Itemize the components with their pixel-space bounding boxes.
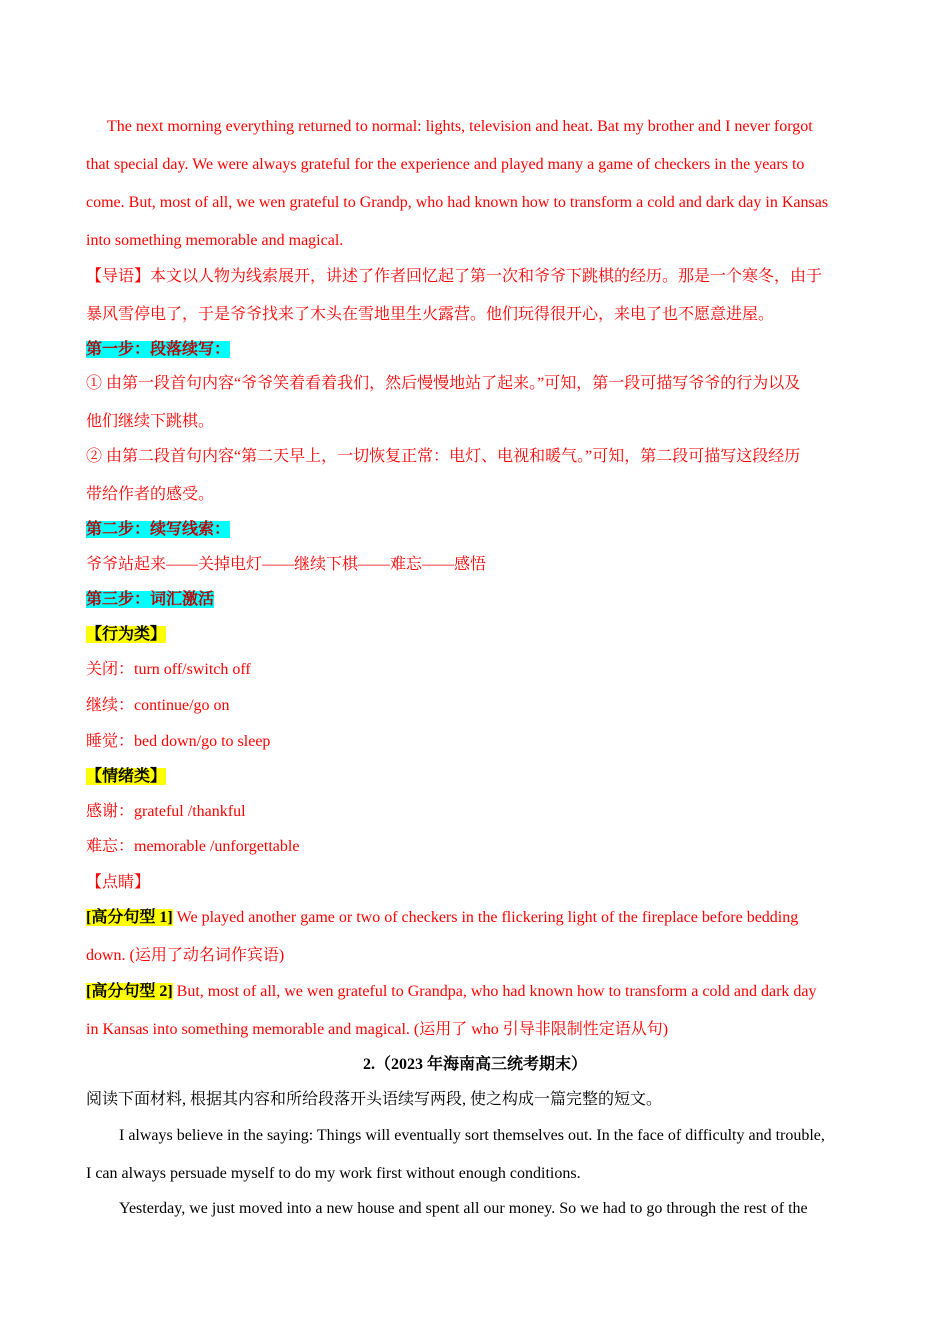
sentence2-tag: [高分句型 2] [86,983,173,1000]
step2-clue: 爷爷站起来——关掉电灯——继续下棋——难忘——感悟 [86,556,487,573]
step3-heading-row [86,589,864,611]
emotion-category-tag: 【情绪类】 [86,768,167,785]
vocab-item: 继续：continue/go on [86,697,230,714]
step1-point1-line1: ① 由第一段首句内容“爷爷笑着看着我们，然后慢慢地站了起来。”可知，第一段可描写爷爷的行为以及 [86,375,801,392]
emotion-tag-row [86,766,864,788]
step2-heading: 第二步：续写线索： [86,521,231,538]
question-title: 2.（2023 年海南高三统考期末） [362,1056,587,1073]
sentence2-text: But, most of all, we wen grateful to Grandpa, who had known how to transform a cold and dark day [172,983,817,1000]
step1-point1-line2: 他们继续下跳棋。 [86,413,215,430]
story-line-1: The next morning everything returned to normal: lights, television and heat. Bat my brother and I never forgot [107,118,813,135]
vocab-item: 关闭：turn off/switch off [86,661,251,678]
story-line-2: that special day. We were always grateful for the experience and played many a game of checkers in the years to [86,156,805,173]
guide-line-2: 暴风雪停电了，于是爷爷找来了木头在雪地里生火露营。他们玩得很开心，来电了也不愿意进屋。 [86,306,775,323]
step1-point2-line1: ② 由第二段首句内容“第二天早上，一切恢复正常：电灯、电视和暖气。”可知，第二段可描写这段经历 [86,448,801,465]
sentence1-line1 [86,907,864,929]
step2-heading-row [86,519,864,541]
step1-point2-line2: 带给作者的感受。 [86,486,215,503]
action-category-tag: 【行为类】 [86,626,167,643]
guide-line-1: 【导语】本文以人物为线索展开，讲述了作者回忆起了第一次和爷爷下跳棋的经历。那是一个寒冬，由于 [86,268,823,285]
sentence2-line2: in Kansas into something memorable and magical. (运用了 who 引导非限制性定语从句) [86,1021,669,1038]
step3-heading: 第三步：词汇激活 [86,591,215,608]
sentence1-tag: [高分句型 1] [86,909,173,926]
vocab-item: 感谢：grateful /thankful [86,803,246,820]
action-tag-row [86,624,864,646]
material-p2-line1: Yesterday, we just moved into a new house and spent all our money. So we had to go through the rest of the [119,1200,808,1217]
step1-heading: 第一步：段落续写： [86,341,231,358]
vocab-item: 难忘：memorable /unforgettable [86,838,300,855]
sentence1-text: We played another game or two of checkers in the flickering light of the fireplace before bedding [172,909,799,926]
material-p1-line2: I can always persuade myself to do my work first without enough conditions. [86,1165,581,1182]
story-line-3: come. But, most of all, we wen grateful to Grandp, who had known how to transform a cold and dark day in Kansas [86,194,829,211]
highlight-heading: 【点睛】 [86,874,151,891]
sentence1-line2: down. (运用了动名词作宾语) [86,947,285,964]
vocab-item: 睡觉：bed down/go to sleep [86,733,271,750]
sentence2-line1 [86,981,864,1003]
material-p1-line1: I always believe in the saying: Things will eventually sort themselves out. In the face of difficulty and trouble, [119,1127,825,1144]
question-instruction: 阅读下面材料, 根据其内容和所给段落开头语续写两段, 使之构成一篇完整的短文。 [86,1091,663,1108]
story-line-4: into something memorable and magical. [86,232,344,249]
step1-heading-row [86,339,864,361]
